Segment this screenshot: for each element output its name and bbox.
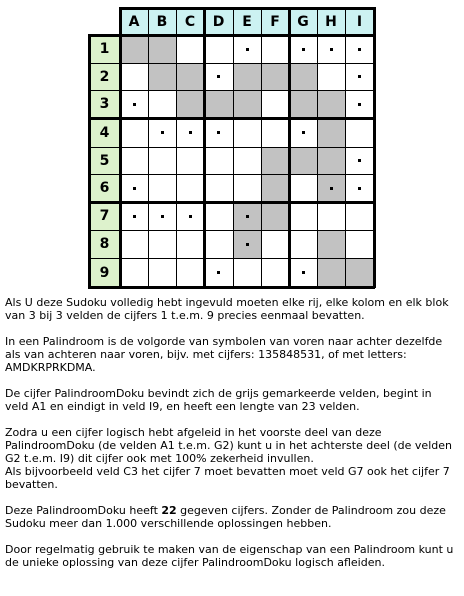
grid-cell[interactable] [176, 63, 204, 90]
grid-cell[interactable] [148, 230, 176, 258]
grid-line [88, 34, 91, 288]
grid-cell[interactable] [289, 230, 317, 258]
given-digit-marker [133, 215, 136, 218]
column-header: C [176, 8, 204, 35]
grid-cell[interactable] [261, 258, 289, 287]
grid-line [88, 286, 375, 289]
grid-cell[interactable] [120, 35, 148, 63]
grid-cell[interactable] [148, 35, 176, 63]
grid-cell[interactable] [261, 63, 289, 90]
given-digit-marker [330, 187, 333, 190]
givens-text-before: Deze PalindroomDoku heeft [5, 504, 162, 517]
column-header: E [233, 8, 261, 35]
given-digit-marker [217, 271, 220, 274]
grid-cell[interactable] [204, 230, 233, 258]
row-header: 7 [89, 202, 120, 230]
closing-paragraph: Door regelmatig gebruik te maken van de eigenschap van een Palindroom kunt u de unieke oplossing van deze cijfer PalindroomDoku logisch afleiden. [5, 543, 454, 569]
given-digit-marker [217, 131, 220, 134]
grid-cell[interactable] [120, 230, 148, 258]
palindroomdoku-board [89, 8, 375, 291]
grid-line [88, 34, 375, 37]
grid-cell[interactable] [233, 63, 261, 90]
given-digit-marker [246, 243, 249, 246]
given-digit-marker [302, 131, 305, 134]
given-digit-marker [358, 159, 361, 162]
grid-cell[interactable] [289, 90, 317, 118]
grid-cell[interactable] [289, 202, 317, 230]
grid-cell[interactable] [120, 147, 148, 174]
grid-cell[interactable] [261, 35, 289, 63]
row-header: 4 [89, 118, 120, 147]
grid-cell[interactable] [261, 202, 289, 230]
rules-paragraph: Als U deze Sudoku volledig hebt ingevuld moeten elke rij, elke kolom en elk blok van 3 bij 3 velden de cijfers 1 t.e.m. 9 precies eenmaal bevatten. [5, 296, 449, 322]
row-header: 9 [89, 258, 120, 287]
grid-line [88, 90, 375, 91]
grid-cell[interactable] [317, 90, 345, 118]
grid-cell[interactable] [345, 202, 374, 230]
grid-cell[interactable] [176, 90, 204, 118]
grid-cell[interactable] [233, 174, 261, 202]
given-digit-marker [246, 48, 249, 51]
grid-cell[interactable] [345, 258, 374, 287]
grid-cell[interactable] [261, 230, 289, 258]
grid-cell[interactable] [204, 35, 233, 63]
grid-cell[interactable] [317, 118, 345, 147]
given-digit-marker [189, 131, 192, 134]
grid-cell[interactable] [176, 230, 204, 258]
column-header: D [204, 8, 233, 35]
givens-count: 22 [161, 504, 177, 517]
column-header: A [120, 8, 148, 35]
grid-cell[interactable] [233, 258, 261, 287]
grid-cell[interactable] [148, 174, 176, 202]
grid-cell[interactable] [345, 230, 374, 258]
row-header: 5 [89, 147, 120, 174]
given-digit-marker [217, 75, 220, 78]
grid-line [88, 258, 375, 259]
column-header: H [317, 8, 345, 35]
given-digit-marker [302, 48, 305, 51]
given-digit-marker [358, 103, 361, 106]
grid-cell[interactable] [317, 258, 345, 287]
grid-cell[interactable] [120, 63, 148, 90]
grid-cell[interactable] [261, 90, 289, 118]
grid-cell[interactable] [176, 35, 204, 63]
given-digit-marker [133, 103, 136, 106]
grid-cell[interactable] [204, 147, 233, 174]
grid-cell[interactable] [204, 90, 233, 118]
grid-line [119, 7, 375, 10]
column-header: I [345, 8, 374, 35]
row-header: 3 [89, 90, 120, 118]
given-digit-marker [330, 48, 333, 51]
grid-line [88, 63, 375, 64]
row-header: 2 [89, 63, 120, 90]
givens-paragraph [5, 504, 460, 530]
grid-cell[interactable] [176, 147, 204, 174]
given-digit-marker [246, 215, 249, 218]
puzzle-description [5, 296, 460, 582]
grid-cell[interactable] [148, 258, 176, 287]
grid-cell[interactable] [204, 202, 233, 230]
column-header: G [289, 8, 317, 35]
givens-text-after: gegeven cijfers. Zonder de Palindroom zou deze Sudoku meer dan 1.000 verschillende oplossingen hebben. [5, 504, 446, 530]
given-digit-marker [161, 215, 164, 218]
palindrome-location-paragraph: De cijfer PalindroomDoku bevindt zich de grijs gemarkeerde velden, begint in veld A1 en eindigt in veld I9, en heeft een lengte van 23 velden. [5, 387, 432, 413]
column-header: F [261, 8, 289, 35]
given-digit-marker [358, 48, 361, 51]
grid-cell[interactable] [176, 258, 204, 287]
grid-cell[interactable] [120, 118, 148, 147]
column-header: B [148, 8, 176, 35]
row-header: 1 [89, 35, 120, 63]
grid-line [88, 147, 375, 148]
grid-cell[interactable] [289, 147, 317, 174]
grid-line [88, 174, 375, 175]
grid-cell[interactable] [289, 174, 317, 202]
given-digit-marker [133, 187, 136, 190]
grid-line [88, 117, 375, 120]
given-digit-marker [189, 215, 192, 218]
grid-cell[interactable] [148, 90, 176, 118]
grid-cell[interactable] [317, 230, 345, 258]
grid-cell[interactable] [317, 147, 345, 174]
given-digit-marker [161, 131, 164, 134]
row-header: 6 [89, 174, 120, 202]
grid-cell[interactable] [233, 90, 261, 118]
grid-cell[interactable] [261, 147, 289, 174]
grid-cell[interactable] [233, 118, 261, 147]
grid-cell[interactable] [317, 202, 345, 230]
palindrome-definition-paragraph: In een Palindroom is de volgorde van symbolen van voren naar achter dezelfde als van achteren naar voren, bijv. met cijfers: 135848531, of met letters: AMDKRPRKDMA. [5, 335, 443, 374]
grid-cell[interactable] [261, 118, 289, 147]
grid-line [88, 230, 375, 231]
grid-cell[interactable] [345, 118, 374, 147]
given-digit-marker [358, 75, 361, 78]
grid-cell[interactable] [289, 63, 317, 90]
grid-cell[interactable] [120, 258, 148, 287]
deduction-paragraph: Zodra u een cijfer logisch hebt afgeleid in het voorste deel van deze PalindroomDoku (de velden A1 t.e.m. G2) kunt u in het achterste deel (de velden G2 t.e.m. I9) dit cijfer ook met 100% zekerheid invullen. Als bijvoorbeeld veld C3 het cijfer 7 moet bevatten moet veld G7 ook het cijfer 7 bevatten. [5, 426, 452, 491]
given-digit-marker [358, 187, 361, 190]
grid-cell[interactable] [148, 147, 176, 174]
grid-cell[interactable] [317, 63, 345, 90]
row-header: 8 [89, 230, 120, 258]
grid-cell[interactable] [148, 63, 176, 90]
grid-cell[interactable] [233, 147, 261, 174]
grid-cell[interactable] [261, 174, 289, 202]
grid-line [88, 201, 375, 204]
given-digit-marker [302, 271, 305, 274]
grid-cell[interactable] [176, 174, 204, 202]
grid-cell[interactable] [204, 174, 233, 202]
